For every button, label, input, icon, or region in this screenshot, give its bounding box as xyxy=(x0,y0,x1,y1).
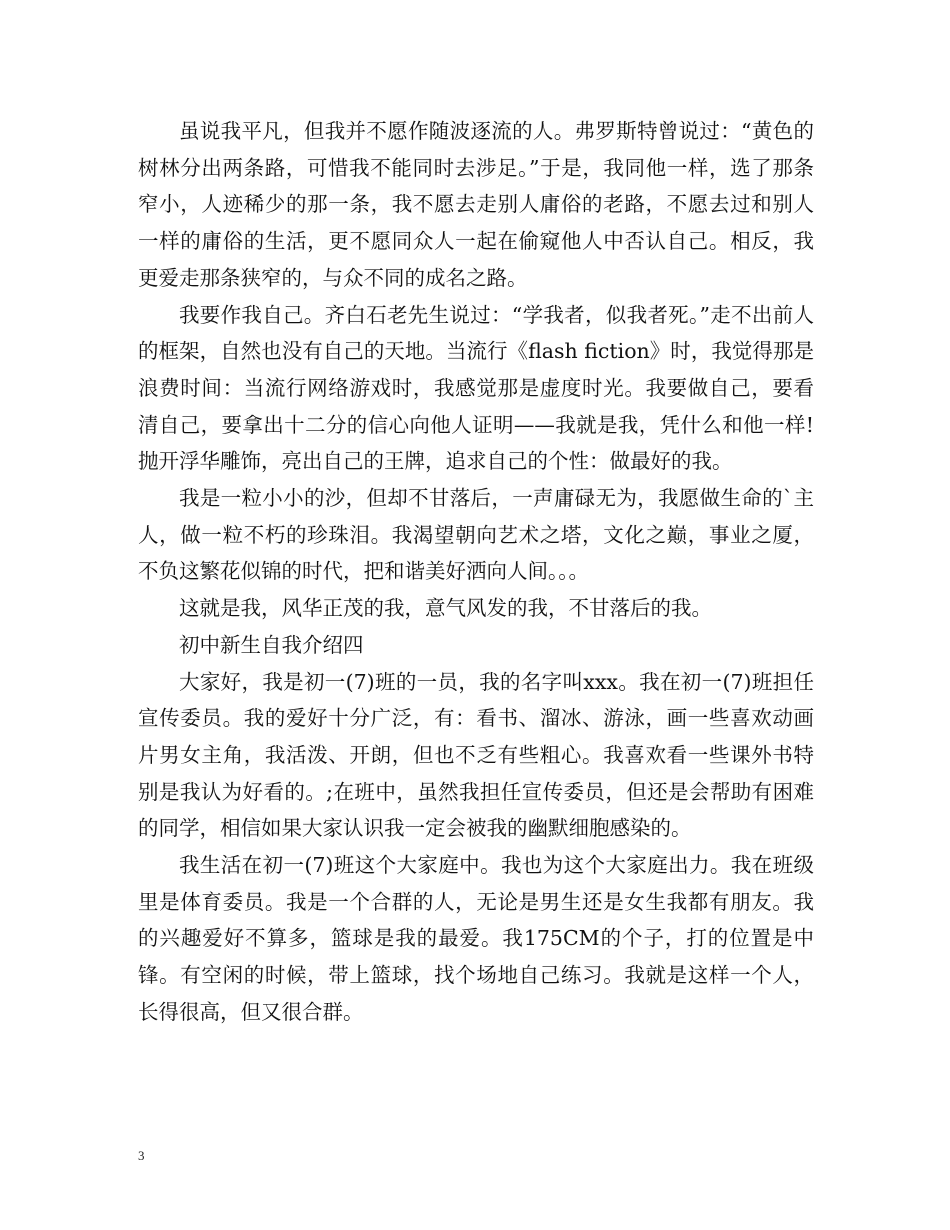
paragraph-3: 我是一粒小小的沙，但却不甘落后，一声庸碌无为，我愿做生命的`主人，做一粒不朽的珍珠泪。我渴望朝向艺术之塔，文化之巅，事业之厦，不负这繁花似锦的时代，把和谐美好洒向人间。。。 xyxy=(138,486,814,584)
paragraph-2: 我要作我自己。齐白石老先生说过：“学我者，似我者死。”走不出前人的框架，自然也没有自己的天地。当流行《flash fiction》时，我觉得那是浪费时间：当流行网络游戏时，我感觉那是虚度时光。我要做自己，要看清自己，要拿出十二分的信心向他人证明——我就是我，凭什么和他一样!抛开浮华雕饰，亮出自己的王牌，追求自己的个性：做最好的我。 xyxy=(138,302,814,474)
paragraph-6: 我生活在初一(7)班这个大家庭中。我也为这个大家庭出力。我在班级里是体育委员。我是一个合群的人，无论是男生还是女生我都有朋友。我的兴趣爱好不算多，篮球是我的最爱。我175CM的个子，打的位置是中锋。有空闲的时候，带上篮球，找个场地自己练习。我就是这样一个人，长得很高，但又很合群。 xyxy=(138,853,814,1024)
paragraph-4: 这就是我，风华正茂的我，意气风发的我，不甘落后的我。 xyxy=(179,596,712,621)
page-number: 3 xyxy=(138,1148,145,1163)
section-heading: 初中新生自我介绍四 xyxy=(179,632,364,657)
paragraph-1: 虽说我平凡，但我并不愿作随波逐流的人。弗罗斯特曾说过：“黄色的树林分出两条路，可惜我不能同时去涉足。”于是，我同他一样，选了那条窄小，人迹稀少的那一条，我不愿去走别人庸俗的老路，不愿去过和别人一样的庸俗的生活，更不愿同众人一起在偷窥他人中否认自己。相反，我更爱走那条狭窄的，与众不同的成名之路。 xyxy=(138,119,814,290)
paragraph-5: 大家好，我是初一(7)班的一员，我的名字叫xxx。我在初一(7)班担任宣传委员。我的爱好十分广泛，有：看书、溜冰、游泳，画一些喜欢动画片男女主角，我活泼、开朗，但也不乏有些粗心。我喜欢看一些课外书特别是我认为好看的。;在班中，虽然我担任宣传委员，但还是会帮助有困难的同学，相信如果大家认识我一定会被我的幽默细胞感染的。 xyxy=(138,669,814,841)
document-body xyxy=(138,113,814,1031)
